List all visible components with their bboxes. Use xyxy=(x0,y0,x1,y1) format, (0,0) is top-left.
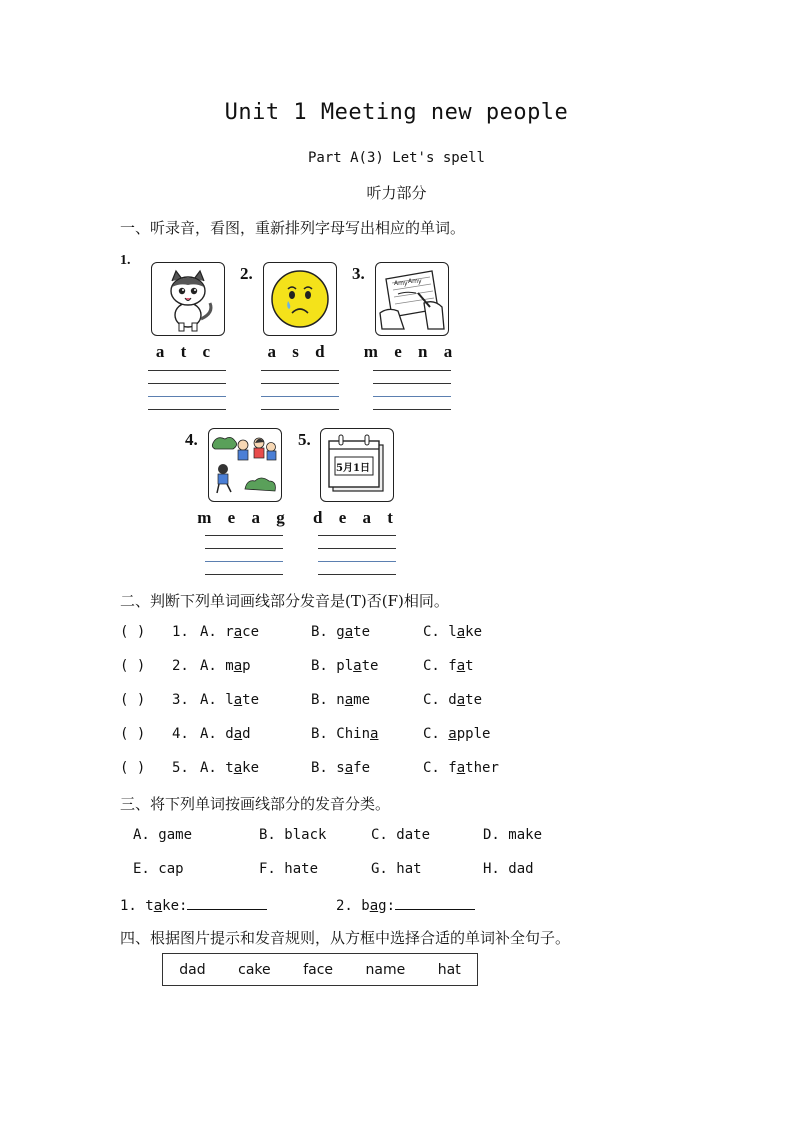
choice-a: A. take xyxy=(200,760,260,776)
classify-question-2: 2. bag: xyxy=(336,895,475,914)
section1-heading: 一、听录音，看图，重新排列字母写出相应的单词。 xyxy=(120,219,466,237)
svg-text:Amy: Amy xyxy=(394,280,408,287)
section3-heading: 三、将下列单词按画线部分的发音分类。 xyxy=(120,795,391,813)
item1-number: 1. xyxy=(120,253,131,268)
svg-text:Amy: Amy xyxy=(408,278,422,285)
choice-b: B. gate xyxy=(311,624,371,640)
choice-b: B. China xyxy=(311,726,379,742)
question-number: 5. xyxy=(172,760,189,776)
word-bank-item: cake xyxy=(238,961,271,978)
item3-number: 3. xyxy=(352,264,365,283)
question-number: 4. xyxy=(172,726,189,742)
word-bank-box xyxy=(162,953,478,986)
option-h: H. dad xyxy=(483,861,534,877)
answer-blank-1[interactable] xyxy=(187,895,267,910)
item2-letters: a s d xyxy=(267,342,331,361)
item5-letters: d e a t xyxy=(313,508,399,527)
judge-answer-paren[interactable]: ( ) xyxy=(120,658,146,674)
section2-heading: 二、判断下列单词画线部分发音是(T)否(F)相同。 xyxy=(120,592,449,610)
item4-letters: m e a g xyxy=(197,508,291,527)
item2-writing-lines[interactable] xyxy=(261,370,339,422)
option-g: G. hat xyxy=(371,861,422,877)
word-bank-item: face xyxy=(303,961,334,978)
item2-number: 2. xyxy=(240,264,253,283)
question-number: 3. xyxy=(172,692,189,708)
word-bank-item: dad xyxy=(179,961,206,978)
kids-playing-icon xyxy=(208,428,282,502)
choice-a: A. race xyxy=(200,624,260,640)
choice-b: B. safe xyxy=(311,760,371,776)
choice-a: A. map xyxy=(200,658,251,674)
choice-c: C. father xyxy=(423,760,499,776)
judge-answer-paren[interactable]: ( ) xyxy=(120,726,146,742)
choice-c: C. apple xyxy=(423,726,491,742)
choice-c: C. fat xyxy=(423,658,474,674)
calendar-icon xyxy=(320,428,394,502)
answer-blank-2[interactable] xyxy=(395,895,475,910)
calendar-date-label: 5月1日 xyxy=(336,463,370,474)
item5-writing-lines[interactable] xyxy=(318,535,396,587)
option-d: D. make xyxy=(483,827,543,843)
sad-face-icon xyxy=(263,262,337,336)
item4-number: 4. xyxy=(185,430,198,449)
option-a: A. game xyxy=(133,827,193,843)
question-number: 1. xyxy=(172,624,189,640)
listening-section-label: 听力部分 xyxy=(366,184,427,202)
page-title: Unit 1 Meeting new people xyxy=(224,100,569,125)
option-b: B. black xyxy=(259,827,327,843)
option-e: E. cap xyxy=(133,861,184,877)
word-bank-item: hat xyxy=(437,961,461,978)
section4-heading: 四、根据图片提示和发音规则，从方框中选择合适的单词补全句子。 xyxy=(120,929,571,947)
word-bank-item: name xyxy=(365,961,406,978)
judge-answer-paren[interactable]: ( ) xyxy=(120,624,146,640)
judge-answer-paren[interactable]: ( ) xyxy=(120,692,146,708)
item3-letters: m e n a xyxy=(363,342,459,361)
classify-question-1: 1. take: xyxy=(120,895,267,914)
item3-writing-lines[interactable] xyxy=(373,370,451,422)
question-number: 2. xyxy=(172,658,189,674)
choice-b: B. plate xyxy=(311,658,379,674)
item1-letters: a t c xyxy=(155,342,217,361)
judge-answer-paren[interactable]: ( ) xyxy=(120,760,146,776)
option-c: C. date xyxy=(371,827,431,843)
choice-c: C. lake xyxy=(423,624,483,640)
option-f: F. hate xyxy=(259,861,319,877)
item5-number: 5. xyxy=(298,430,311,449)
item4-writing-lines[interactable] xyxy=(205,535,283,587)
choice-b: B. name xyxy=(311,692,371,708)
choice-c: C. date xyxy=(423,692,483,708)
choice-a: A. dad xyxy=(200,726,251,742)
item1-writing-lines[interactable] xyxy=(148,370,226,422)
page-subtitle: Part A(3) Let's spell xyxy=(307,150,485,166)
choice-a: A. late xyxy=(200,692,260,708)
cat-icon xyxy=(151,262,225,336)
writing-name-icon xyxy=(375,262,449,336)
